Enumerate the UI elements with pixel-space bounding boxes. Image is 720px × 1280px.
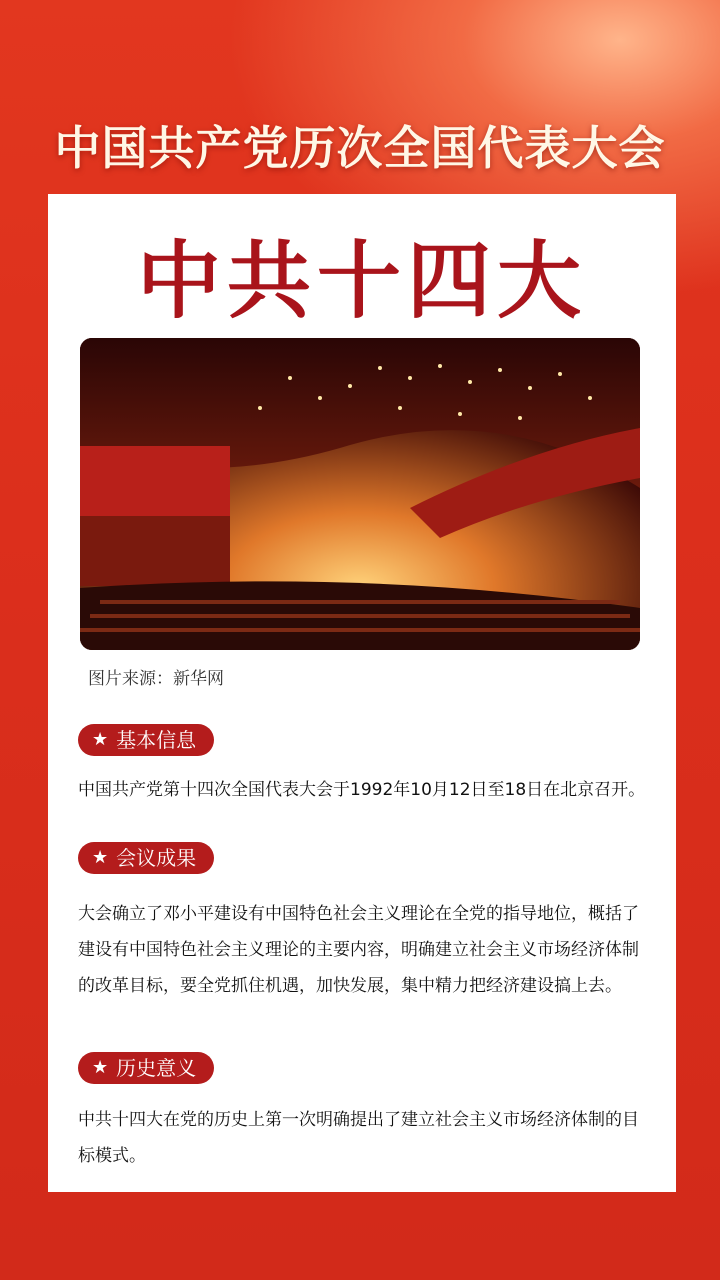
section-text-basic-info: 中国共产党第十四次全国代表大会于1992年10月12日至18日在北京召开。 <box>78 780 646 800</box>
section-tag-significance <box>78 1052 214 1084</box>
section-text-outcomes: 大会确立了邓小平建设有中国特色社会主义理论在全党的指导地位，概括了建设有中国特色社会主义理论的主要内容，明确建立社会主义市场经济体制的改革目标，要全党抓住机遇，加快发展，集中精力把经济建设搞上去。 <box>78 904 639 996</box>
page-title: 中国共产党历次全国代表大会 <box>54 121 666 175</box>
section-tag-outcomes <box>78 842 214 874</box>
image-caption: 图片来源：新华网 <box>88 669 224 689</box>
section-text-significance: 中共十四大在党的历史上第一次明确提出了建立社会主义市场经济体制的目标模式。 <box>78 1110 639 1166</box>
section-label: 会议成果 <box>116 846 197 870</box>
section-label: 基本信息 <box>116 728 197 752</box>
section-tag-basic-info <box>78 724 214 756</box>
star-icon: ★ <box>92 1057 109 1078</box>
star-icon: ★ <box>92 847 109 868</box>
congress-hall-photo <box>80 338 640 650</box>
content-card <box>48 194 676 1192</box>
card-title: 中共十四大 <box>136 232 587 330</box>
section-label: 历史意义 <box>116 1056 197 1080</box>
star-icon: ★ <box>92 729 109 750</box>
